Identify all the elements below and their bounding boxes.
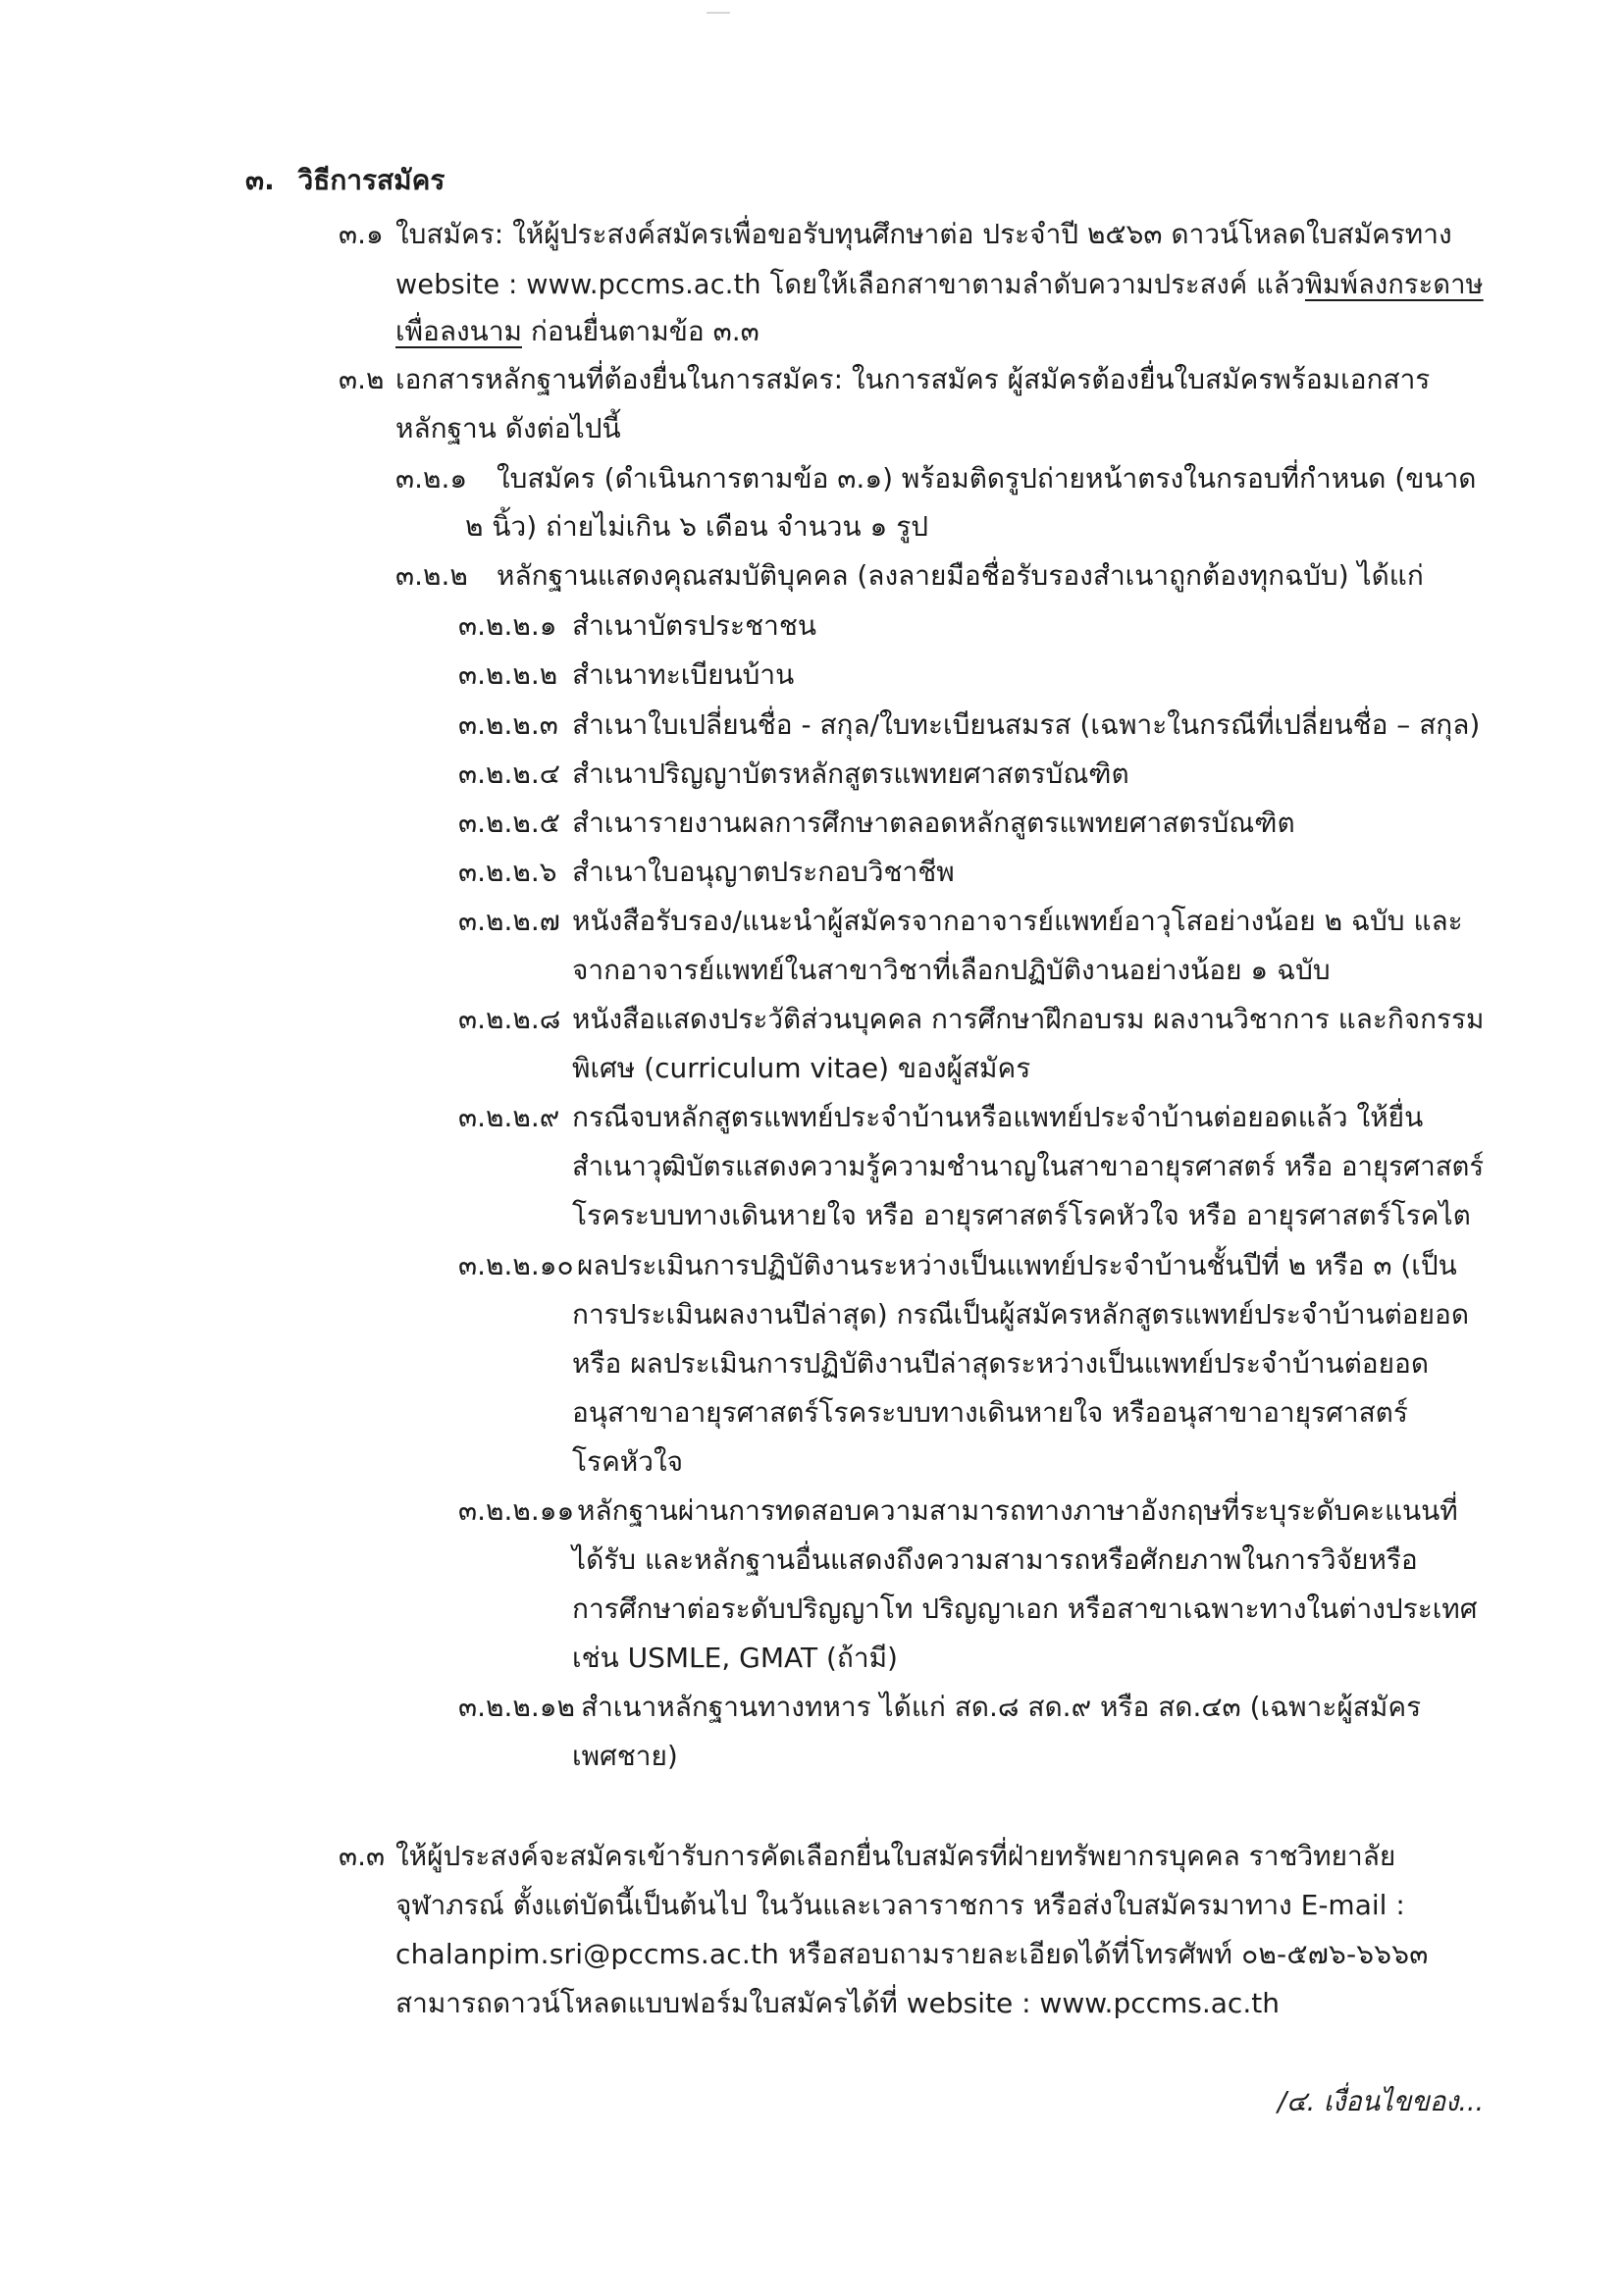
subitem-7-line1: หนังสือรับรอง/แนะนำผู้สมัครจากอาจารย์แพทย์อาวุโสอย่างน้อย ๒ ฉบับ และ [572, 905, 1463, 937]
subitem-10-line1: ผลประเมินการปฏิบัติงานระหว่างเป็นแพทย์ประจำบ้านชั้นปีที่ ๒ หรือ ๓ (เป็น [577, 1249, 1457, 1281]
item-3-1-line3-suffix: ก่อนยื่นตามข้อ ๓.๓ [522, 315, 759, 347]
subitem-7-line2: จากอาจารย์แพทย์ในสาขาวิชาที่เลือกปฏิบัติงานอย่างน้อย ๑ ฉบับ [572, 954, 1331, 986]
item-3-1-label: ๓.๑ [339, 218, 384, 250]
subitem-11-line1: หลักฐานผ่านการทดสอบความสามารถทางภาษาอังกฤษที่ระบุระดับคะแนนที่ [577, 1494, 1458, 1527]
subitem-12-line2: เพศชาย) [572, 1740, 678, 1772]
subitem-4-label: ๓.๒.๒.๔ [458, 757, 560, 790]
scan-mark [707, 12, 730, 14]
subitem-6-line1: สำเนาใบอนุญาตประกอบวิชาชีพ [572, 856, 955, 888]
subitem-3-line1: สำเนาใบเปลี่ยนชื่อ - สกุล/ใบทะเบียนสมรส (เฉพาะในกรณีที่เปลี่ยนชื่อ – สกุล) [572, 708, 1481, 741]
item-3-2-line1: เอกสารหลักฐานที่ต้องยื่นในการสมัคร: ในการสมัคร ผู้สมัครต้องยื่นใบสมัครพร้อมเอกสาร [395, 363, 1431, 395]
subitem-10-line2: การประเมินผลงานปีล่าสุด) กรณีเป็นผู้สมัครหลักสูตรแพทย์ประจำบ้านต่อยอด [572, 1298, 1470, 1331]
subitem-11-line2: ได้รับ และหลักฐานอื่นแสดงถึงความสามารถหรือศักยภาพในการวิจัยหรือ [572, 1543, 1418, 1576]
item-3-3-line3: chalanpim.sri@pccms.ac.th หรือสอบถามรายละเอียดได้ที่โทรศัพท์ ๐๒-๕๗๖-๖๖๖๓ [395, 1938, 1429, 1970]
subitem-10-line5: โรคหัวใจ [572, 1445, 684, 1478]
item-3-3-line4: สามารถดาวน์โหลดแบบฟอร์มใบสมัครได้ที่ website : www.pccms.ac.th [395, 1987, 1280, 2019]
subitem-3-label: ๓.๒.๒.๓ [458, 708, 558, 741]
subitem-11-label: ๓.๒.๒.๑๑ [458, 1494, 575, 1527]
item-3-1-underlined-sign: เพื่อลงนาม [395, 315, 522, 347]
subitem-10-line4: อนุสาขาอายุรศาสตร์โรคระบบทางเดินหายใจ หรืออนุสาขาอายุรศาสตร์ [572, 1396, 1408, 1429]
item-3-3-label: ๓.๓ [339, 1840, 386, 1872]
item-3-2-2-line1: หลักฐานแสดงคุณสมบัติบุคคล (ลงลายมือชื่อรับรองสำเนาถูกต้องทุกฉบับ) ได้แก่ [497, 559, 1424, 592]
item-3-2-1-line2: ๒ นิ้ว) ถ่ายไม่เกิน ๖ เดือน จำนวน ๑ รูป [465, 510, 929, 543]
section-title: วิธีการสมัคร [297, 164, 445, 196]
subitem-10-line3: หรือ ผลประเมินการปฏิบัติงานปีล่าสุดระหว่างเป็นแพทย์ประจำบ้านต่อยอด [572, 1347, 1430, 1380]
subitem-11-line4: เช่น USMLE, GMAT (ถ้ามี) [572, 1642, 898, 1674]
item-3-2-1-line1: ใบสมัคร (ดำเนินการตามข้อ ๓.๑) พร้อมติดรูปถ่ายหน้าตรงในกรอบที่กำหนด (ขนาด [497, 462, 1477, 495]
section-heading [245, 164, 445, 196]
subitem-11-line3: การศึกษาต่อระดับปริญญาโท ปริญญาเอก หรือสาขาเฉพาะทางในต่างประเทศ [572, 1592, 1478, 1625]
page-continuation-note: /๔. เงื่อนไขของ... [1278, 2085, 1485, 2117]
subitem-9-line2: สำเนาวุฒิบัตรแสดงความรู้ความชำนาญในสาขาอายุรศาสตร์ หรือ อายุรศาสตร์ [572, 1150, 1485, 1182]
subitem-8-label: ๓.๒.๒.๘ [458, 1003, 561, 1035]
subitem-7-label: ๓.๒.๒.๗ [458, 905, 560, 937]
item-3-1-line3 [395, 315, 759, 347]
item-3-2-line2: หลักฐาน ดังต่อไปนี้ [395, 412, 621, 444]
item-3-3-line2: จุฬาภรณ์ ตั้งแต่บัดนี้เป็นต้นไป ในวันและเวลาราชการ หรือส่งใบสมัครมาทาง E-mail : [395, 1889, 1405, 1921]
item-3-2-1-label: ๓.๒.๑ [395, 462, 468, 495]
subitem-4-line1: สำเนาปริญญาบัตรหลักสูตรแพทยศาสตรบัณฑิต [572, 757, 1129, 790]
subitem-1-line1: สำเนาบัตรประชาชน [572, 609, 816, 642]
subitem-12-label: ๓.๒.๒.๑๒ [458, 1691, 575, 1723]
item-3-3-line1: ให้ผู้ประสงค์จะสมัครเข้ารับการคัดเลือกยื่นใบสมัครที่ฝ่ายทรัพยากรบุคคล ราชวิทยาลัย [395, 1840, 1396, 1872]
item-3-2-label: ๓.๒ [339, 363, 385, 395]
subitem-5-label: ๓.๒.๒.๕ [458, 807, 560, 839]
subitem-8-line2: พิเศษ (curriculum vitae) ของผู้สมัคร [572, 1052, 1031, 1084]
subitem-6-label: ๓.๒.๒.๖ [458, 856, 557, 888]
subitem-5-line1: สำเนารายงานผลการศึกษาตลอดหลักสูตรแพทยศาสตรบัณฑิต [572, 807, 1295, 839]
subitem-1-label: ๓.๒.๒.๑ [458, 609, 557, 642]
subitem-2-line1: สำเนาทะเบียนบ้าน [572, 658, 795, 691]
subitem-10-label: ๓.๒.๒.๑๐ [458, 1249, 574, 1281]
subitem-9-label: ๓.๒.๒.๙ [458, 1101, 560, 1133]
subitem-9-line1: กรณีจบหลักสูตรแพทย์ประจำบ้านหรือแพทย์ประจำบ้านต่อยอดแล้ว ให้ยื่น [572, 1101, 1424, 1133]
subitem-2-label: ๓.๒.๒.๒ [458, 658, 558, 691]
item-3-1-line2-prefix: website : www.pccms.ac.th โดยให้เลือกสาขาตามลำดับความประสงค์ แล้ว [395, 268, 1305, 300]
section-number: ๓. [245, 164, 275, 196]
subitem-12-line1: สำเนาหลักฐานทางทหาร ได้แก่ สด.๘ สด.๙ หรือ สด.๔๓ (เฉพาะผู้สมัคร [581, 1691, 1422, 1723]
item-3-1-line1: ใบสมัคร: ให้ผู้ประสงค์สมัครเพื่อขอรับทุนศึกษาต่อ ประจำปี ๒๕๖๓ ดาวน์โหลดใบสมัครทาง [395, 218, 1452, 250]
subitem-9-line3: โรคระบบทางเดินหายใจ หรือ อายุรศาสตร์โรคหัวใจ หรือ อายุรศาสตร์โรคไต [572, 1199, 1471, 1231]
item-3-2-2-label: ๓.๒.๒ [395, 559, 468, 592]
subitem-8-line1: หนังสือแสดงประวัติส่วนบุคคล การศึกษาฝึกอบรม ผลงานวิชาการ และกิจกรรม [572, 1003, 1485, 1035]
item-3-1-underlined-print: พิมพ์ลงกระดาษ [1304, 268, 1484, 300]
item-3-1-line2 [395, 268, 1484, 300]
